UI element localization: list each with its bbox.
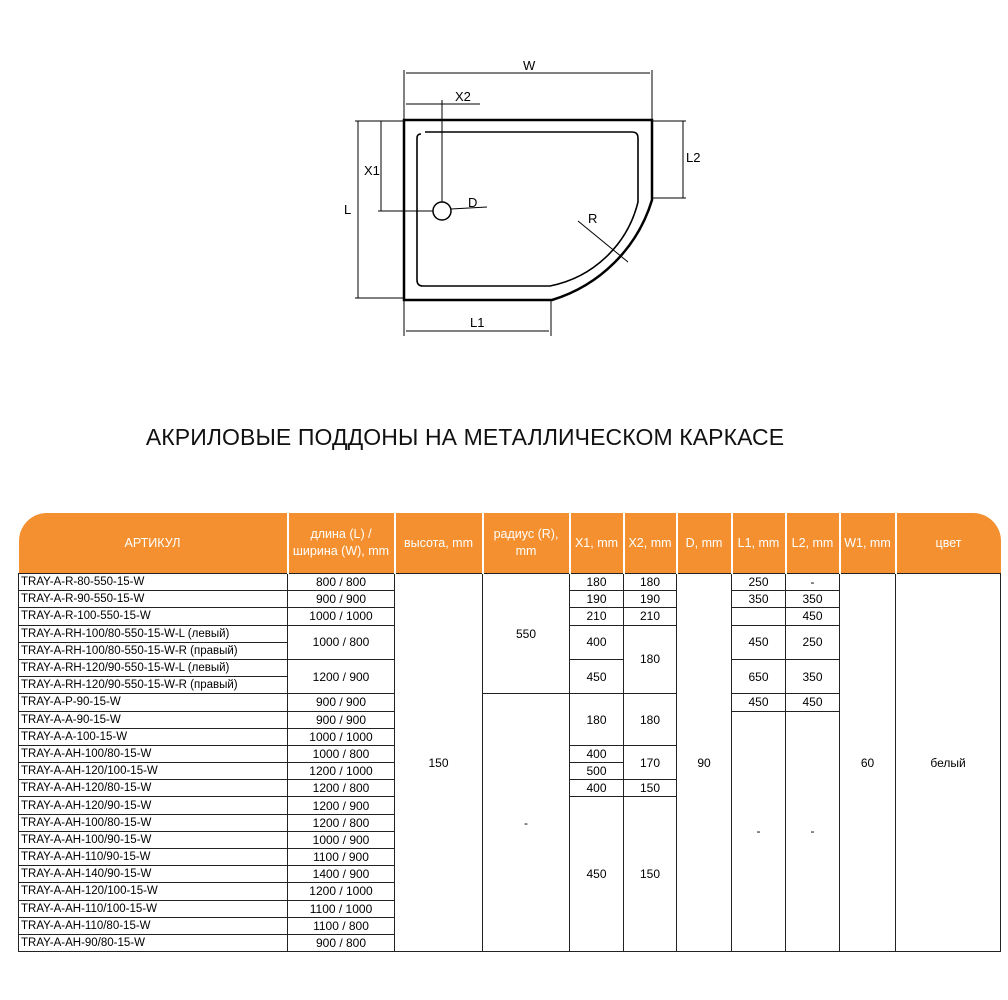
cell-x2: 180: [624, 574, 677, 591]
tray-dimension-diagram: [0, 0, 1008, 360]
cell-l2: 450: [786, 694, 840, 711]
drain-circle: [433, 202, 451, 220]
header-w1: W1, mm: [840, 513, 896, 574]
cell-article: TRAY-A-AH-90/80-15-W: [19, 934, 288, 951]
cell-height: 150: [395, 574, 483, 952]
cell-l1: [732, 608, 786, 625]
header-x1: X1, mm: [570, 513, 624, 574]
cell-article: TRAY-A-AH-140/90-15-W: [19, 866, 288, 883]
label-l2: L2: [686, 150, 701, 165]
specs-table: [18, 513, 1001, 952]
cell-size: 900 / 900: [288, 591, 395, 608]
cell-l2: 250: [786, 625, 840, 659]
cell-x1: 190: [570, 591, 624, 608]
label-x1: X1: [364, 163, 380, 178]
cell-size: 1000 / 800: [288, 625, 395, 659]
cell-x2: 170: [624, 745, 677, 779]
header-d: D, mm: [677, 513, 732, 574]
cell-l1: 450: [732, 694, 786, 711]
cell-l2: -: [786, 574, 840, 591]
label-d: D: [468, 195, 478, 210]
cell-x1: 210: [570, 608, 624, 625]
cell-size: 1000 / 900: [288, 831, 395, 848]
cell-article: TRAY-A-RH-120/90-550-15-W-L (левый): [19, 659, 288, 676]
page-title: АКРИЛОВЫЕ ПОДДОНЫ НА МЕТАЛЛИЧЕСКОМ КАРКАСЕ: [145, 424, 785, 450]
header-l1: L1, mm: [732, 513, 786, 574]
cell-l1: 450: [732, 625, 786, 659]
cell-size: 800 / 800: [288, 574, 395, 591]
cell-size: 1100 / 800: [288, 917, 395, 934]
cell-size: 1200 / 800: [288, 780, 395, 797]
cell-article: TRAY-A-AH-110/100-15-W: [19, 900, 288, 917]
cell-size: 1200 / 1000: [288, 883, 395, 900]
cell-size: 1400 / 900: [288, 866, 395, 883]
label-x2: X2: [455, 89, 471, 104]
label-l: L: [344, 202, 352, 217]
cell-size: 1200 / 900: [288, 659, 395, 693]
cell-l1: -: [732, 711, 786, 952]
cell-x2: 190: [624, 591, 677, 608]
cell-x2: 150: [624, 797, 677, 952]
cell-size: 900 / 900: [288, 711, 395, 728]
cell-size: 1000 / 1000: [288, 608, 395, 625]
cell-l2: 350: [786, 659, 840, 693]
cell-x1: 400: [570, 745, 624, 762]
cell-size: 1100 / 900: [288, 849, 395, 866]
cell-size: 900 / 800: [288, 934, 395, 951]
cell-x1: 180: [570, 694, 624, 746]
cell-size: 1000 / 1000: [288, 728, 395, 745]
cell-article: TRAY-A-RH-100/80-550-15-W-L (левый): [19, 625, 288, 642]
cell-x2: 210: [624, 608, 677, 625]
cell-radius: 550: [483, 574, 570, 694]
cell-radius: -: [483, 694, 570, 952]
cell-x2: 180: [624, 694, 677, 746]
cell-l1: 350: [732, 591, 786, 608]
table-header-row: [19, 513, 1001, 574]
cell-size: 1100 / 1000: [288, 900, 395, 917]
header-x2: X2, mm: [624, 513, 677, 574]
cell-d: 90: [677, 574, 732, 952]
cell-x1: 180: [570, 574, 624, 591]
cell-l1: 650: [732, 659, 786, 693]
cell-x1: 450: [570, 797, 624, 952]
cell-color: белый: [896, 574, 1001, 952]
cell-article: TRAY-A-AH-100/80-15-W: [19, 745, 288, 762]
cell-article: TRAY-A-AH-120/90-15-W: [19, 797, 288, 814]
cell-article: TRAY-A-AH-110/80-15-W: [19, 917, 288, 934]
cell-x1: 500: [570, 763, 624, 780]
cell-article: TRAY-A-AH-120/100-15-W: [19, 883, 288, 900]
cell-article: TRAY-A-RH-100/80-550-15-W-R (правый): [19, 642, 288, 659]
cell-article: TRAY-A-R-80-550-15-W: [19, 574, 288, 591]
header-l2: L2, mm: [786, 513, 840, 574]
cell-article: TRAY-A-RH-120/90-550-15-W-R (правый): [19, 677, 288, 694]
label-l1: L1: [470, 315, 485, 330]
cell-x1: 400: [570, 625, 624, 659]
label-r: R: [588, 211, 598, 226]
cell-size: 1000 / 800: [288, 745, 395, 762]
cell-l2: 350: [786, 591, 840, 608]
cell-size: 1200 / 1000: [288, 763, 395, 780]
cell-article: TRAY-A-A-90-15-W: [19, 711, 288, 728]
cell-w1: 60: [840, 574, 896, 952]
cell-x1: 400: [570, 780, 624, 797]
table-row: [19, 574, 1001, 591]
tray-outline: [404, 120, 652, 300]
header-height: высота, mm: [395, 513, 483, 574]
cell-size: 1200 / 900: [288, 797, 395, 814]
cell-x2: 150: [624, 780, 677, 797]
cell-article: TRAY-A-R-90-550-15-W: [19, 591, 288, 608]
cell-article: TRAY-A-P-90-15-W: [19, 694, 288, 711]
cell-size: 900 / 900: [288, 694, 395, 711]
cell-l1: 250: [732, 574, 786, 591]
header-radius: радиус (R), mm: [483, 513, 570, 574]
header-color: цвет: [896, 513, 1001, 574]
cell-article: TRAY-A-A-100-15-W: [19, 728, 288, 745]
cell-l2: -: [786, 711, 840, 952]
cell-size: 1200 / 800: [288, 814, 395, 831]
cell-article: TRAY-A-AH-120/80-15-W: [19, 780, 288, 797]
specs-table-wrapper: [18, 513, 1000, 952]
cell-x2: 180: [624, 625, 677, 694]
cell-article: TRAY-A-AH-100/80-15-W: [19, 814, 288, 831]
cell-article: TRAY-A-AH-100/90-15-W: [19, 831, 288, 848]
cell-l2: 450: [786, 608, 840, 625]
cell-x1: 450: [570, 659, 624, 693]
cell-article: TRAY-A-AH-110/90-15-W: [19, 849, 288, 866]
header-article: АРТИКУЛ: [19, 513, 288, 574]
header-size: длина (L) / ширина (W), mm: [288, 513, 395, 574]
cell-article: TRAY-A-AH-120/100-15-W: [19, 763, 288, 780]
label-w: W: [523, 58, 536, 73]
cell-article: TRAY-A-R-100-550-15-W: [19, 608, 288, 625]
